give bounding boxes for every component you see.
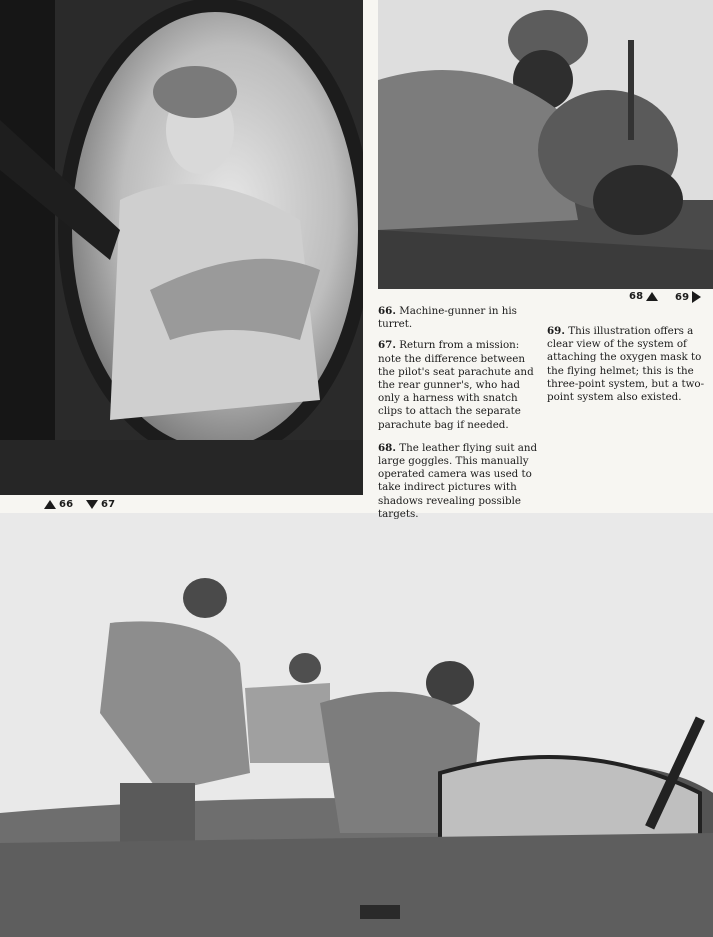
photo-airman-canopy — [0, 0, 363, 495]
figure-marker-69: 69 — [675, 291, 701, 303]
arrow-right-icon — [692, 291, 701, 303]
arrow-down-icon — [86, 500, 98, 509]
figure-marker-67: 67 — [86, 499, 115, 510]
photo-crew-return — [0, 513, 713, 937]
caption-69: 69. This illustration offers a clear view of the system of attaching the oxygen mask to the flying helmet; this is the three-point system, but a two-point system also existed. — [547, 325, 705, 404]
arrow-up-icon — [44, 500, 56, 509]
photo-machine-gunner — [378, 0, 713, 289]
arrow-up-icon — [646, 292, 658, 301]
caption-67: 67. Return from a mission: note the difference between the pilot's seat parachute and the rear gunner's, who had only a harness with snatch clips to attach the separate parachute bag if needed. — [378, 339, 534, 431]
figure-marker-68: 68 — [629, 291, 658, 302]
caption-66: 66. Machine-gunner in his turret. — [378, 305, 517, 331]
caption-68: 68. The leather flying suit and large goggles. This manually operated camera was used to take indirect pictures with shadows revealing possible targets. — [378, 441, 538, 520]
figure-marker-66: 66 — [44, 499, 73, 510]
caption-column-right — [547, 305, 707, 412]
caption-column-left — [378, 305, 538, 529]
